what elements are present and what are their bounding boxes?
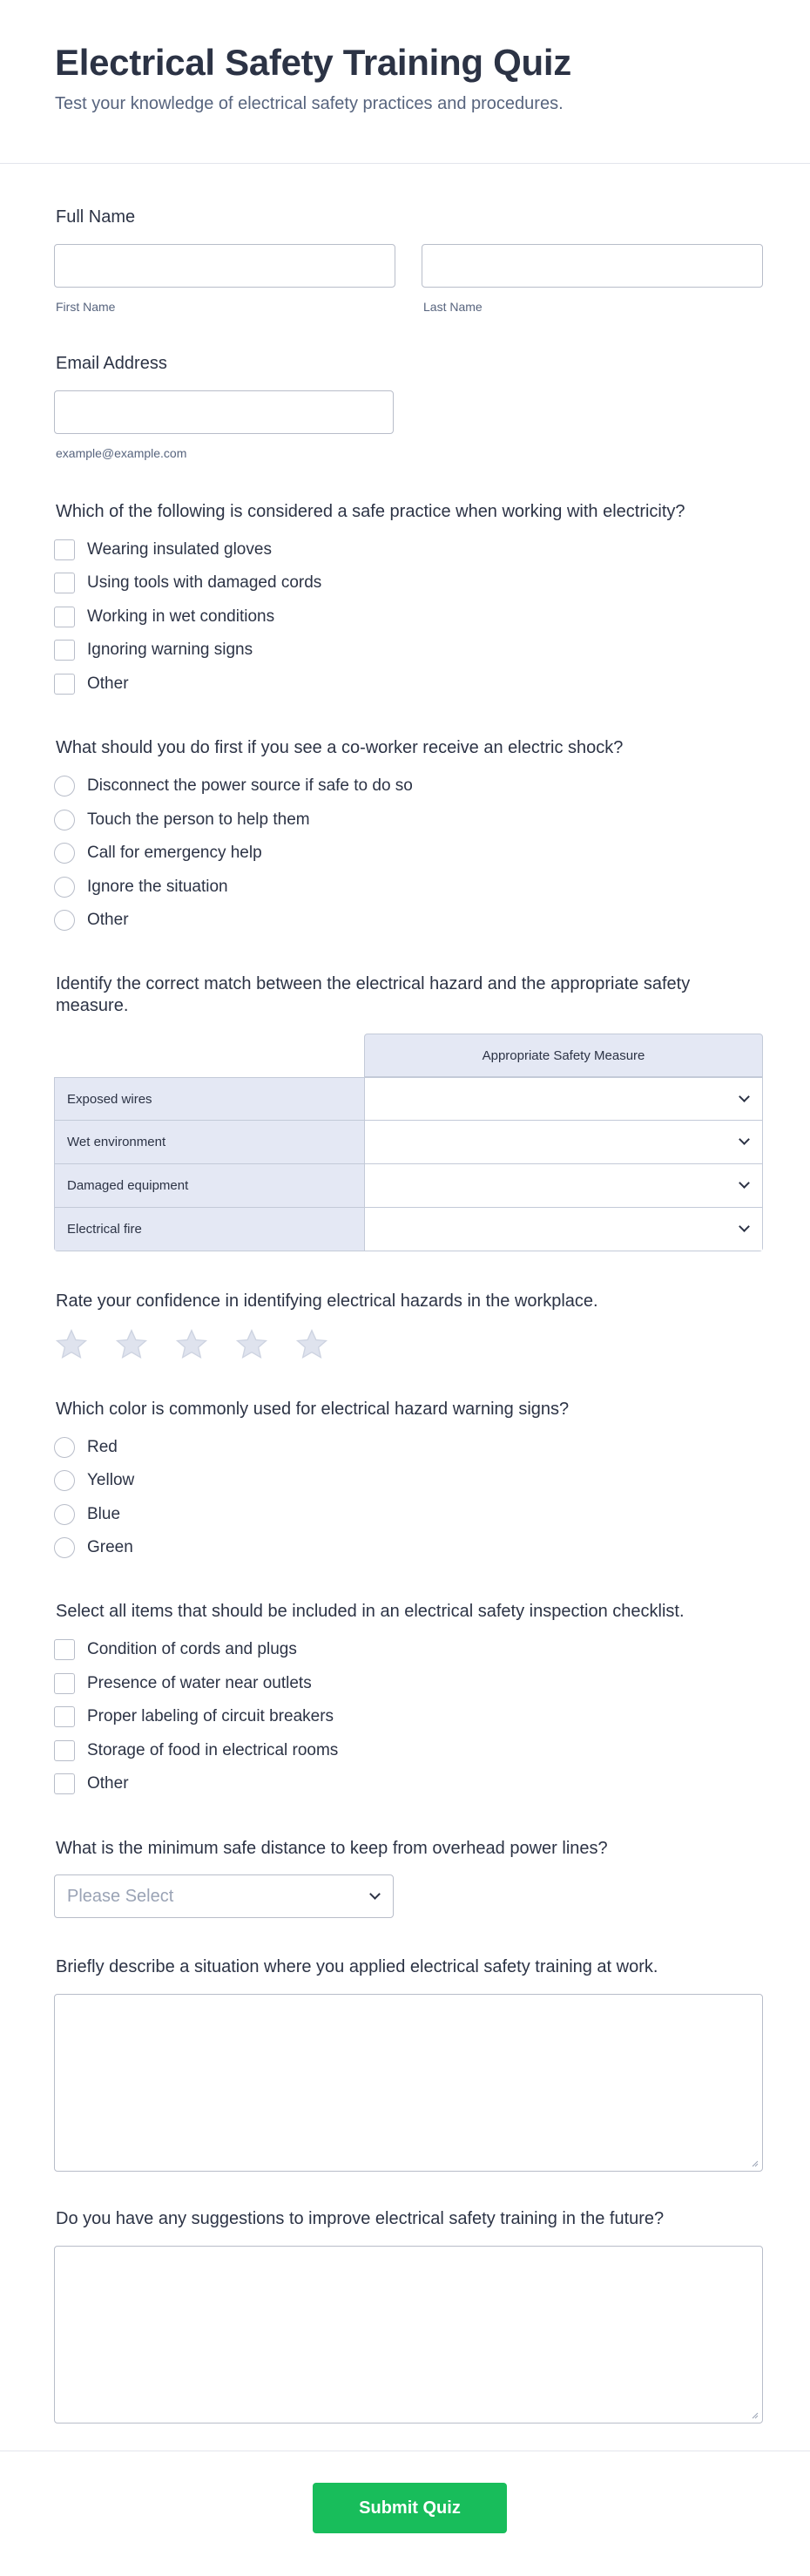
q6-option-label: Condition of cords and plugs	[87, 1640, 297, 1658]
q2-option-label: Call for emergency help	[87, 844, 262, 862]
star-icon[interactable]	[54, 1327, 89, 1362]
q6-question: Select all items that should be included in an electrical safety inspection checklist.	[56, 1602, 685, 1621]
chevron-down-icon	[739, 1221, 750, 1232]
matrix-row-label: Wet environment	[55, 1121, 365, 1163]
q2-option-label: Other	[87, 911, 129, 929]
checkbox[interactable]	[54, 1773, 75, 1794]
checkbox[interactable]	[54, 607, 75, 627]
q1-option-label: Working in wet conditions	[87, 607, 275, 626]
q5-option-label: Green	[87, 1538, 133, 1556]
q6-option[interactable]	[54, 1739, 338, 1763]
first-name-sublabel: First Name	[56, 300, 116, 314]
email-label: Email Address	[56, 354, 167, 373]
matrix-dropdown[interactable]	[365, 1078, 762, 1120]
q1-option-label: Ignoring warning signs	[87, 641, 253, 659]
checkbox[interactable]	[54, 1673, 75, 1694]
star-icon[interactable]	[114, 1327, 149, 1362]
star-rating[interactable]	[54, 1327, 354, 1362]
radio-button[interactable]	[54, 1437, 75, 1458]
q9-question: Do you have any suggestions to improve electrical safety training in the future?	[56, 2209, 665, 2228]
select-placeholder: Please Select	[67, 1887, 174, 1906]
q5-option[interactable]	[54, 1468, 134, 1493]
chevron-down-icon	[369, 1888, 381, 1900]
radio-button[interactable]	[54, 1470, 75, 1491]
q6-option[interactable]	[54, 1772, 129, 1796]
suggestions-textarea[interactable]	[54, 2246, 763, 2423]
chevron-down-icon	[739, 1134, 750, 1145]
q1-option-label: Wearing insulated gloves	[87, 540, 272, 559]
email-sublabel: example@example.com	[56, 446, 187, 460]
q5-option[interactable]	[54, 1435, 118, 1460]
resize-grip-icon[interactable]	[750, 2159, 759, 2167]
q7-question: What is the minimum safe distance to keep from overhead power lines?	[56, 1839, 608, 1858]
radio-button[interactable]	[54, 1504, 75, 1525]
matrix-dropdown[interactable]	[365, 1208, 762, 1251]
q6-option[interactable]	[54, 1637, 297, 1662]
q1-option-label: Using tools with damaged cords	[87, 573, 322, 592]
checkbox[interactable]	[54, 573, 75, 593]
checkbox[interactable]	[54, 640, 75, 661]
q1-question: Which of the following is considered a safe practice when working with electricity?	[56, 502, 685, 521]
matrix-row-label: Exposed wires	[55, 1078, 365, 1120]
matrix-dropdown[interactable]	[365, 1121, 762, 1163]
q8-question: Briefly describe a situation where you applied electrical safety training at work.	[56, 1957, 658, 1976]
q3-question-line1: Identify the correct match between the electrical hazard and the appropriate safety	[56, 974, 691, 993]
matrix-row-label: Electrical fire	[55, 1208, 365, 1251]
star-icon[interactable]	[234, 1327, 269, 1362]
q3-question-line2: measure.	[56, 996, 129, 1015]
q6-option[interactable]	[54, 1671, 312, 1696]
radio-button[interactable]	[54, 1537, 75, 1558]
q1-option[interactable]	[54, 672, 129, 696]
matrix-column-header: Appropriate Safety Measure	[364, 1034, 763, 1077]
checkbox[interactable]	[54, 1639, 75, 1660]
q6-option[interactable]	[54, 1705, 334, 1729]
situation-textarea[interactable]	[54, 1994, 763, 2172]
radio-button[interactable]	[54, 910, 75, 931]
matrix-dropdown[interactable]	[365, 1164, 762, 1207]
submit-button[interactable]: Submit Quiz	[313, 2483, 507, 2533]
q2-option[interactable]	[54, 841, 262, 865]
form-subtitle: Test your knowledge of electrical safety practices and procedures.	[55, 94, 564, 113]
form-header	[0, 0, 810, 164]
resize-grip-icon[interactable]	[750, 2410, 759, 2419]
last-name-sublabel: Last Name	[423, 300, 483, 314]
star-icon[interactable]	[294, 1327, 329, 1362]
q1-option[interactable]	[54, 605, 274, 629]
full-name-label: Full Name	[56, 207, 136, 227]
q1-option[interactable]	[54, 638, 253, 662]
matrix-row	[54, 1208, 763, 1251]
radio-button[interactable]	[54, 877, 75, 898]
last-name-input[interactable]	[422, 244, 763, 288]
q2-option[interactable]	[54, 875, 228, 899]
matrix-row	[54, 1164, 763, 1208]
checkbox[interactable]	[54, 674, 75, 695]
checkbox[interactable]	[54, 1740, 75, 1761]
q1-option-label: Other	[87, 675, 129, 693]
radio-button[interactable]	[54, 810, 75, 830]
q6-option-label: Other	[87, 1774, 129, 1793]
q2-question: What should you do first if you see a co-worker receive an electric shock?	[56, 738, 624, 757]
matrix-row	[54, 1077, 763, 1121]
email-input[interactable]	[54, 390, 394, 434]
q1-option[interactable]	[54, 538, 272, 562]
first-name-input[interactable]	[54, 244, 395, 288]
q2-option[interactable]	[54, 808, 310, 832]
q5-option-label: Blue	[87, 1505, 121, 1523]
q2-option[interactable]	[54, 908, 129, 932]
matrix-row	[54, 1121, 763, 1164]
radio-button[interactable]	[54, 843, 75, 864]
distance-select[interactable]	[54, 1874, 394, 1918]
chevron-down-icon	[739, 1091, 750, 1102]
q5-question: Which color is commonly used for electrical hazard warning signs?	[56, 1400, 570, 1419]
q6-option-label: Proper labeling of circuit breakers	[87, 1707, 334, 1725]
q6-option-label: Storage of food in electrical rooms	[87, 1741, 339, 1759]
checkbox[interactable]	[54, 1706, 75, 1727]
q2-option-label: Disconnect the power source if safe to do so	[87, 776, 413, 795]
q5-option-label: Yellow	[87, 1471, 135, 1489]
q2-option-label: Ignore the situation	[87, 878, 228, 896]
radio-button[interactable]	[54, 776, 75, 797]
q6-option-label: Presence of water near outlets	[87, 1674, 312, 1692]
q5-option[interactable]	[54, 1502, 120, 1527]
q2-option[interactable]	[54, 774, 413, 798]
matrix-row-label: Damaged equipment	[55, 1164, 365, 1207]
star-icon[interactable]	[174, 1327, 209, 1362]
q4-question: Rate your confidence in identifying electrical hazards in the workplace.	[56, 1291, 598, 1311]
form-title: Electrical Safety Training Quiz	[55, 42, 571, 83]
q5-option-label: Red	[87, 1438, 118, 1456]
q1-option[interactable]	[54, 571, 321, 595]
q2-option-label: Touch the person to help them	[87, 810, 310, 829]
checkbox[interactable]	[54, 539, 75, 560]
q5-option[interactable]	[54, 1535, 133, 1560]
chevron-down-icon	[739, 1177, 750, 1189]
